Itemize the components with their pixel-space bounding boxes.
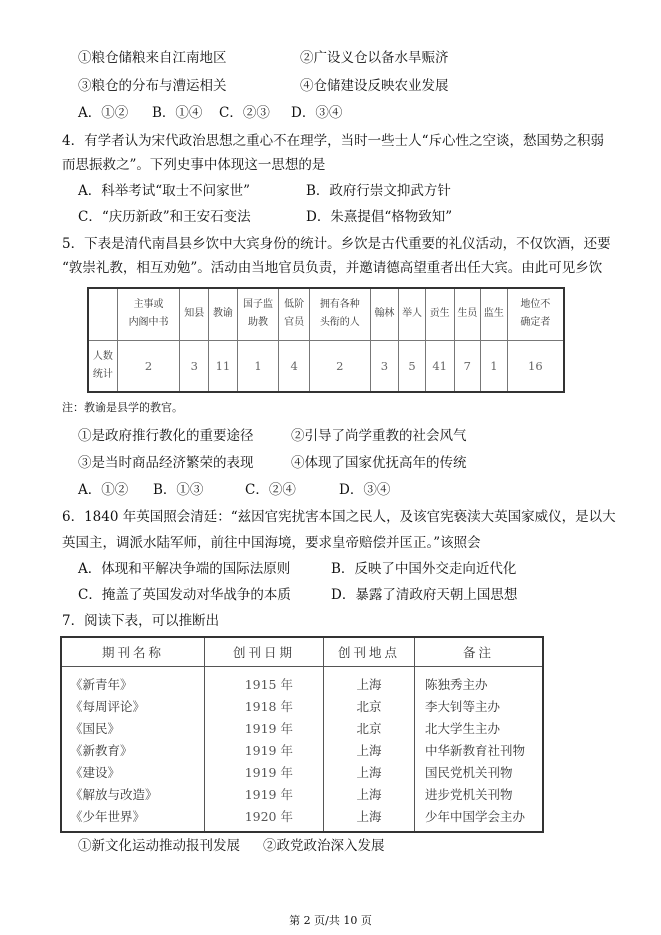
q7-cell-note: 李大钊等主办 [415, 695, 544, 717]
q6-option-a: A．体现和平解决争端的国际法原则 [78, 561, 291, 577]
q5-value-cell: 11 [209, 340, 238, 392]
q3-option-3: ③粮仓的分布与漕运相关 [78, 78, 227, 94]
q5-value-cell: 5 [399, 340, 426, 392]
q7-option-1: ①新文化运动推动报刊发展 [78, 838, 240, 854]
q7-option-2: ②政党政治深入发展 [263, 838, 385, 854]
q3-choice-c: C．②③ [219, 105, 270, 121]
q5-header-cell: 翰林 [370, 288, 399, 340]
q4-option-c: C．“庆历新政”和王安石变法 [78, 209, 251, 225]
q7-cell-place: 上海 [324, 805, 415, 832]
q7-cell-date: 1915 年 [205, 667, 324, 696]
q5-option-1: ①是政府推行教化的重要途径 [78, 428, 254, 444]
q7-table-header-row [61, 637, 543, 667]
q5-header-cell: 监生 [481, 288, 508, 340]
q3-option-1: ①粮仓储粮来自江南地区 [78, 50, 227, 66]
q5-header-cell: 主事或 内阁中书 [117, 288, 180, 340]
q5-value-cell: 2 [310, 340, 371, 392]
q7-cell-name: 《少年世界》 [61, 805, 205, 832]
q5-value-cell: 1 [481, 340, 508, 392]
table-row [61, 695, 543, 717]
q5-value-cell: 7 [454, 340, 481, 392]
table-row [61, 717, 543, 739]
q7-cell-name: 《国民》 [61, 717, 205, 739]
q5-value-cell: 3 [370, 340, 399, 392]
q5-stem-line1: 5．下表是清代南昌县乡饮中大宾身份的统计。乡饮是古代重要的礼仪活动，不仅饮酒，还要 [62, 236, 611, 252]
q7-header-cell: 备注 [415, 637, 544, 667]
q3-choice-b: B．①④ [152, 105, 203, 121]
q7-cell-place: 上海 [324, 739, 415, 761]
q7-cell-note: 北大学生主办 [415, 717, 544, 739]
q7-cell-note: 进步党机关刊物 [415, 783, 544, 805]
q7-cell-place: 上海 [324, 783, 415, 805]
q5-header-cell: 低阶 官员 [279, 288, 310, 340]
q6-option-b: B．反映了中国外交走向近代化 [331, 561, 517, 577]
q5-choice-b: B．①③ [153, 482, 204, 498]
q7-cell-name: 《新青年》 [61, 667, 205, 696]
q7-header-cell: 期刊名称 [61, 637, 205, 667]
q7-cell-name: 《每周评论》 [61, 695, 205, 717]
q7-cell-place: 北京 [324, 717, 415, 739]
table-row [61, 761, 543, 783]
q5-row-label: 人数 统计 [88, 340, 117, 392]
q5-header-cell: 地位不 确定者 [507, 288, 564, 340]
q5-choice-d: D．③④ [339, 482, 391, 498]
q5-header-cell: 拥有各种 头衔的人 [310, 288, 371, 340]
q7-cell-place: 上海 [324, 761, 415, 783]
q6-option-c: C．掩盖了英国发动对华战争的本质 [78, 587, 291, 603]
q5-statistics-table [87, 287, 565, 393]
q4-option-d: D．朱熹提倡“格物致知” [306, 209, 453, 225]
q5-option-2: ②引导了尚学重教的社会风气 [291, 428, 467, 444]
table-row [61, 805, 543, 832]
q5-header-cell: 贡生 [425, 288, 454, 340]
q6-stem-line1: 6．1840 年英国照会清廷：“兹因官宪扰害本国之民人，及该官宪亵渎大英国家威仪，是以大 [62, 509, 616, 525]
q7-cell-note: 陈独秀主办 [415, 667, 544, 696]
table-row [61, 667, 543, 696]
q5-value-cell: 3 [180, 340, 209, 392]
q7-cell-place: 北京 [324, 695, 415, 717]
q4-stem-line2: 而思振救之”。下列史事中体现这一思想的是 [62, 157, 326, 173]
table-row [61, 739, 543, 761]
table-row [61, 783, 543, 805]
q5-option-3: ③是当时商品经济繁荣的表现 [78, 455, 254, 471]
q5-header-cell: 知县 [180, 288, 209, 340]
q5-header-cell: 举人 [399, 288, 426, 340]
q5-header-cell: 国子监 助教 [237, 288, 278, 340]
q3-option-4: ④仓储建设反映农业发展 [300, 78, 449, 94]
q7-cell-date: 1920 年 [205, 805, 324, 832]
q7-header-cell: 创刊地点 [324, 637, 415, 667]
q7-cell-note: 中华新教育社刊物 [415, 739, 544, 761]
q3-choice-d: D．③④ [291, 105, 343, 121]
q4-option-a: A．科举考试“取士不问家世” [78, 183, 251, 199]
q4-option-b: B．政府行崇文抑武方针 [306, 183, 451, 199]
q5-table-header-row [88, 288, 564, 340]
q7-cell-date: 1919 年 [205, 717, 324, 739]
q5-header-cell: 生员 [454, 288, 481, 340]
q5-table-value-row [88, 340, 564, 392]
q7-cell-date: 1918 年 [205, 695, 324, 717]
q5-value-cell: 16 [507, 340, 564, 392]
q5-table-corner [88, 288, 117, 340]
q6-option-d: D．暴露了清政府天朝上国思想 [331, 587, 518, 603]
page-footer: 第 2 页/共 10 页 [289, 914, 372, 927]
q7-cell-date: 1919 年 [205, 739, 324, 761]
q4-stem-line1: 4．有学者认为宋代政治思想之重心不在理学，当时一些士人“斥心性之空谈，愁国势之积弱 [62, 133, 604, 149]
q7-header-cell: 创刊日期 [205, 637, 324, 667]
q5-option-4: ④体现了国家优抚高年的传统 [291, 455, 467, 471]
q7-cell-name: 《建设》 [61, 761, 205, 783]
q7-cell-note: 国民党机关刊物 [415, 761, 544, 783]
q7-cell-date: 1919 年 [205, 783, 324, 805]
q5-value-cell: 41 [425, 340, 454, 392]
q5-stem-line2: “敦崇礼教，相互劝勉”。活动由当地官员负责，并邀请德高望重者出任大宾。由此可见乡饮 [62, 260, 603, 276]
q5-choice-a: A．①② [78, 482, 129, 498]
q7-cell-name: 《解放与改造》 [61, 783, 205, 805]
q7-stem: 7．阅读下表，可以推断出 [62, 613, 220, 629]
q6-stem-line2: 英国主，调派水陆军师，前往中国海境，要求皇帝赔偿并匡正。”该照会 [62, 535, 481, 551]
q7-periodicals-table [60, 636, 544, 833]
q5-choice-c: C．②④ [245, 482, 296, 498]
q7-cell-place: 上海 [324, 667, 415, 696]
q5-value-cell: 4 [279, 340, 310, 392]
q5-value-cell: 2 [117, 340, 180, 392]
q5-table-note: 注：教谕是县学的教官。 [62, 401, 183, 414]
q7-cell-note: 少年中国学会主办 [415, 805, 544, 832]
q3-option-2: ②广设义仓以备水旱赈济 [300, 50, 449, 66]
q5-value-cell: 1 [237, 340, 278, 392]
q7-cell-name: 《新教育》 [61, 739, 205, 761]
q3-choice-a: A．①② [78, 105, 129, 121]
q5-header-cell: 教谕 [209, 288, 238, 340]
q7-cell-date: 1919 年 [205, 761, 324, 783]
